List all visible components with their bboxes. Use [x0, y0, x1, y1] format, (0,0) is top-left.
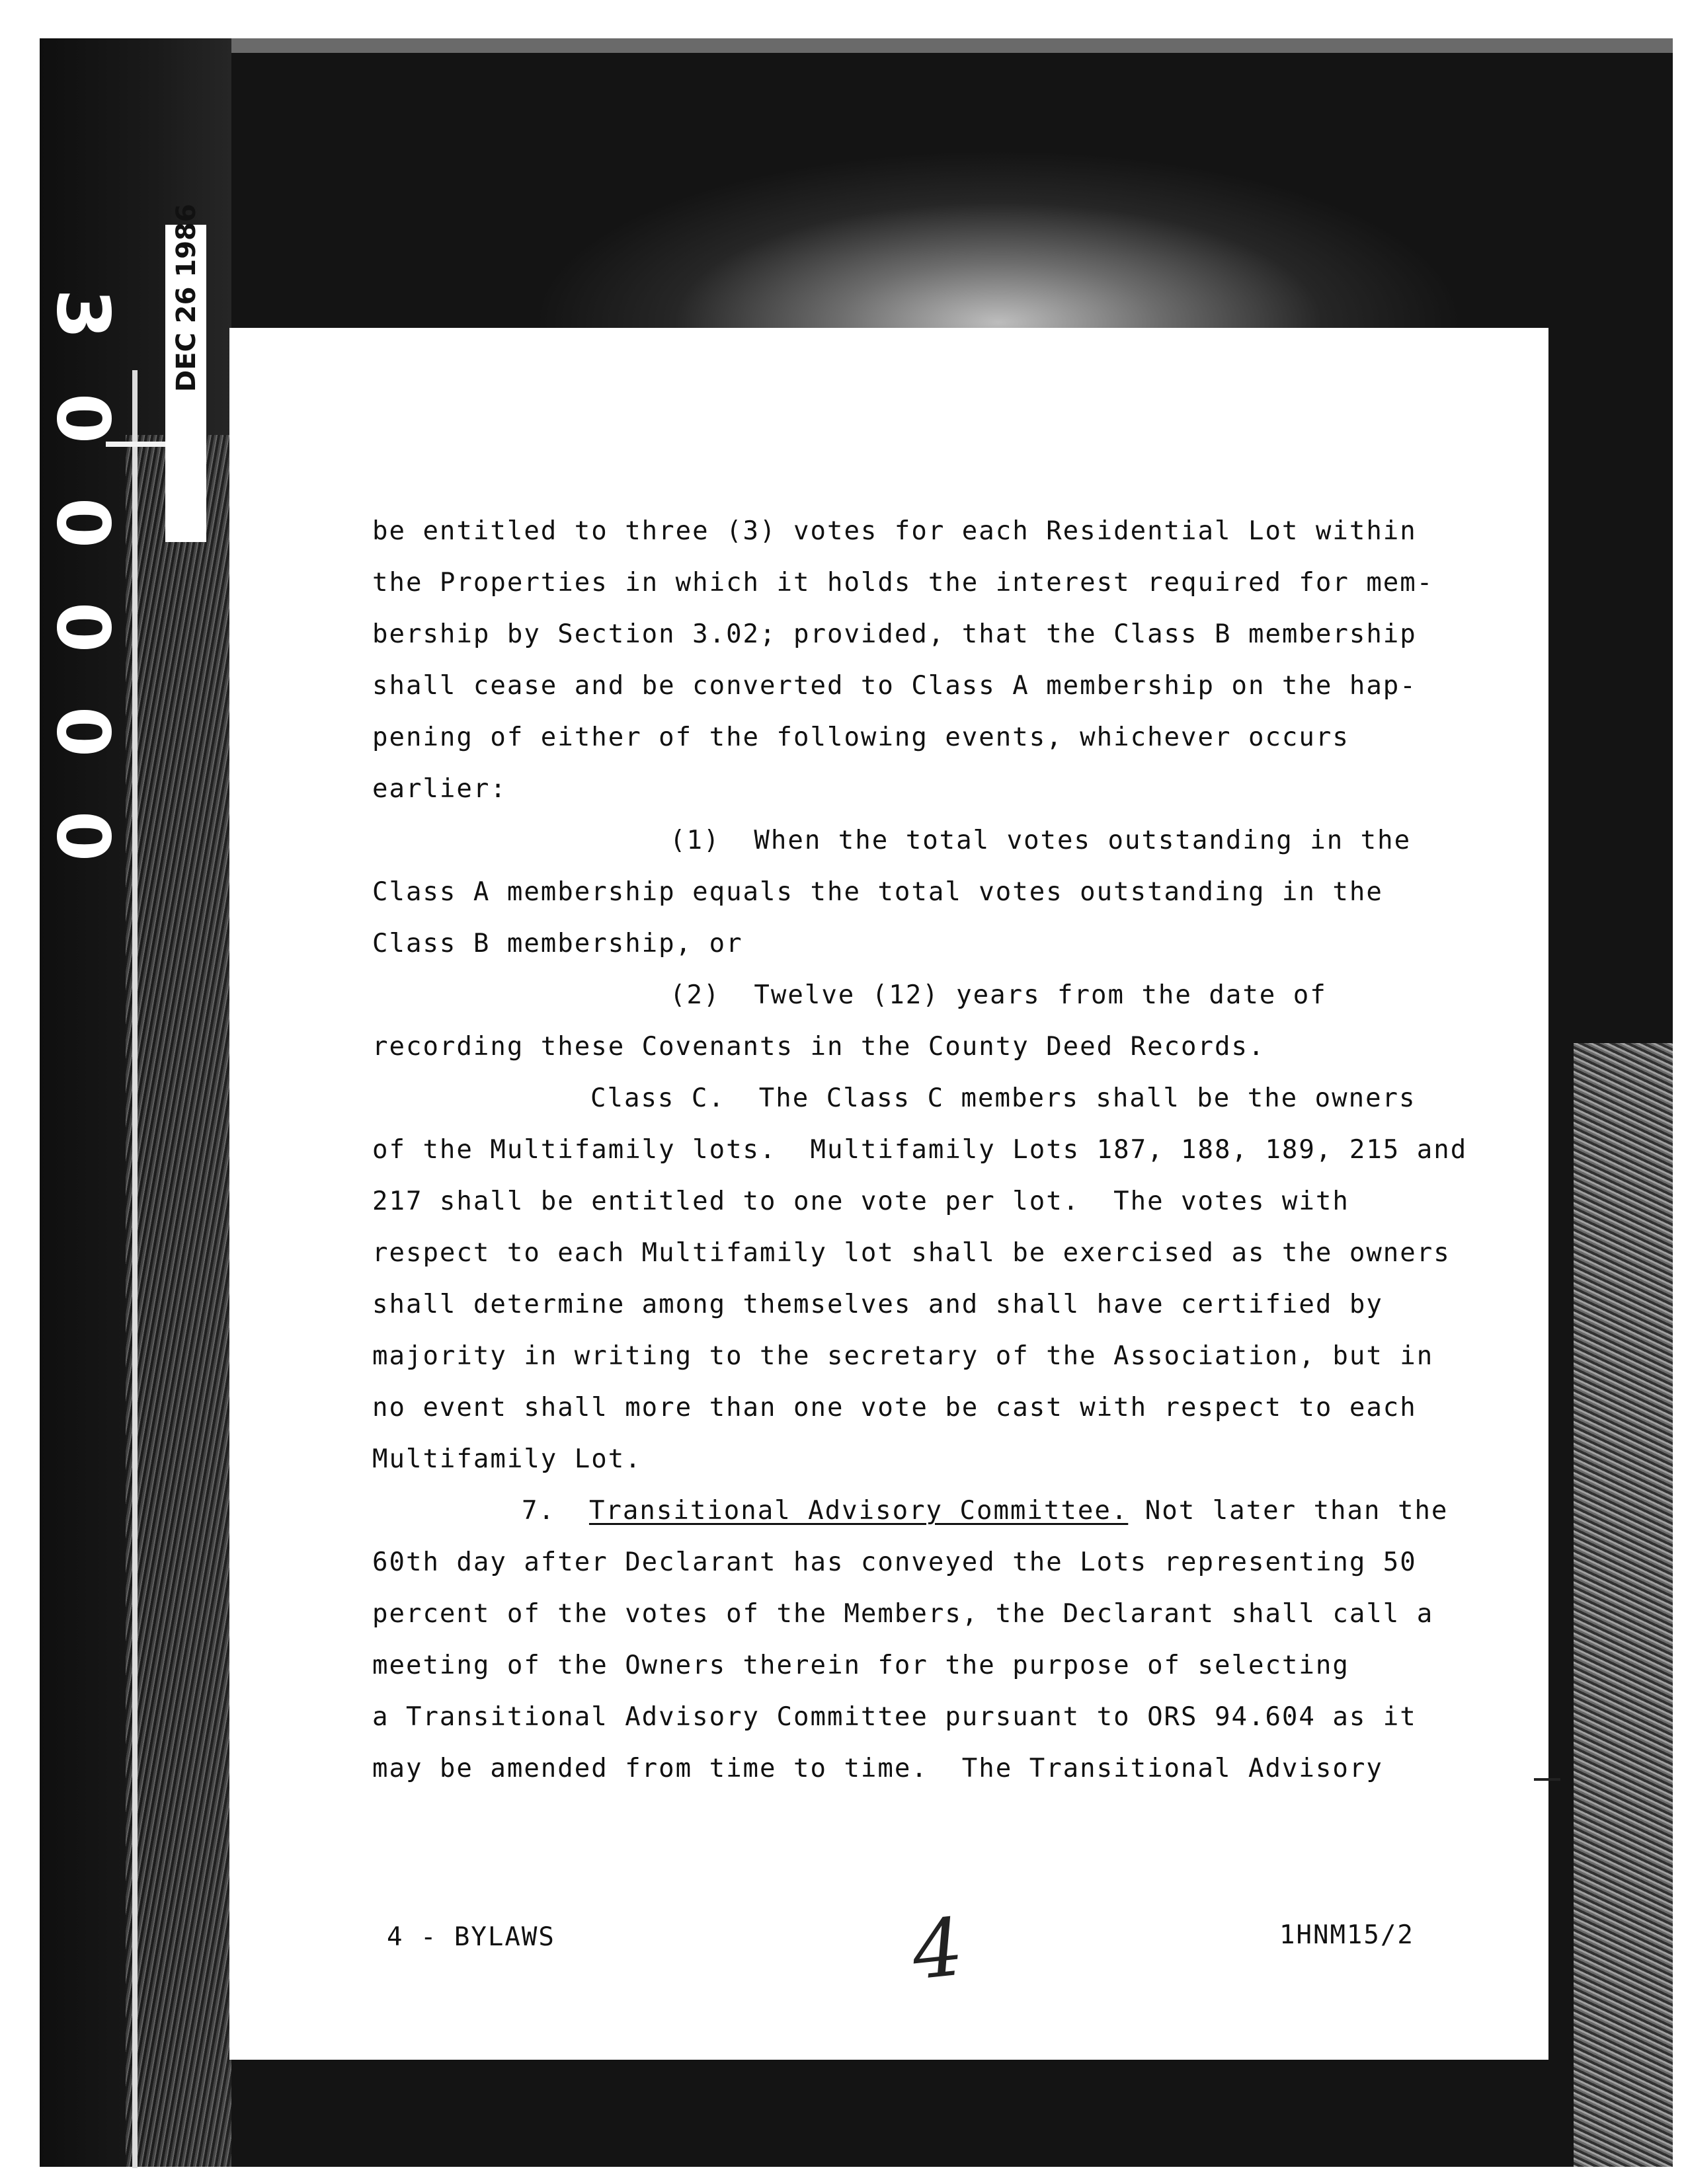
section-heading: Transitional Advisory Committee.: [588, 1496, 1129, 1526]
serial-digit: 0: [40, 706, 125, 758]
margin-rule: [132, 370, 138, 2168]
serial-number: [40, 278, 125, 873]
body-line: majority in writing to the secretary of the Association, but in: [372, 1341, 1434, 1371]
body-line: shall cease and be converted to Class A membership on the hap-: [372, 671, 1417, 701]
serial-digit: 0: [40, 602, 125, 653]
body-line: a Transitional Advisory Committee pursuant to ORS 94.604 as it: [372, 1702, 1417, 1732]
body-line: bership by Section 3.02; provided, that the Class B membership: [372, 619, 1417, 649]
body-line: 60th day after Declarant has conveyed the Lots representing 50: [372, 1547, 1417, 1577]
body-line: the Properties in which it holds the interest required for mem-: [372, 568, 1434, 598]
body-line: 217 shall be entitled to one vote per lot. The votes with: [372, 1187, 1349, 1216]
body-line: be entitled to three (3) votes for each Residential Lot within: [372, 516, 1417, 546]
body-line: earlier:: [372, 774, 507, 804]
body-line: may be amended from time to time. The Transitional Advisory: [372, 1754, 1383, 1783]
footer-document-code: 1HNM15/2: [1279, 1920, 1414, 1950]
body-line: meeting of the Owners therein for the purpose of selecting: [372, 1651, 1349, 1680]
handwritten-page-number: 4: [907, 1901, 968, 1998]
body-line: respect to each Multifamily lot shall be exercised as the owners: [372, 1238, 1451, 1268]
body-line: Multifamily Lot.: [372, 1444, 642, 1474]
body-line: pening of either of the following events, whichever occurs: [372, 722, 1349, 752]
body-line: no event shall more than one vote be cast with respect to each: [372, 1393, 1417, 1423]
serial-digit: 0: [40, 393, 125, 444]
date-stamp: [171, 326, 202, 392]
body-line: (1) When the total votes outstanding in the: [670, 826, 1412, 855]
document-body: [372, 506, 1468, 1795]
serial-digit: 0: [40, 810, 125, 862]
body-line: percent of the votes of the Members, the Declarant shall call a: [372, 1599, 1434, 1629]
body-line: Class C. The Class C members shall be the owners: [590, 1083, 1416, 1113]
section-7-line: [372, 1485, 1449, 1537]
scan-top-edge: [40, 38, 1673, 53]
body-line: of the Multifamily lots. Multifamily Lots 187, 188, 189, 215 and: [372, 1135, 1468, 1165]
body-line: shall determine among themselves and shall have certified by: [372, 1290, 1383, 1319]
serial-digit: 0: [40, 497, 125, 549]
section-text: Not later than the: [1128, 1496, 1449, 1526]
section-number: 7.: [522, 1496, 555, 1526]
body-line: Class B membership, or: [372, 929, 743, 958]
footer-document-title: 4 - BYLAWS: [387, 1922, 555, 1952]
body-line: Class A membership equals the total votes outstanding in the: [372, 877, 1383, 907]
body-line: (2) Twelve (12) years from the date of: [670, 980, 1327, 1010]
body-line: recording these Covenants in the County Deed Records.: [372, 1032, 1265, 1062]
serial-digit: 3: [40, 288, 125, 340]
scan-mark: [1534, 1778, 1560, 1781]
